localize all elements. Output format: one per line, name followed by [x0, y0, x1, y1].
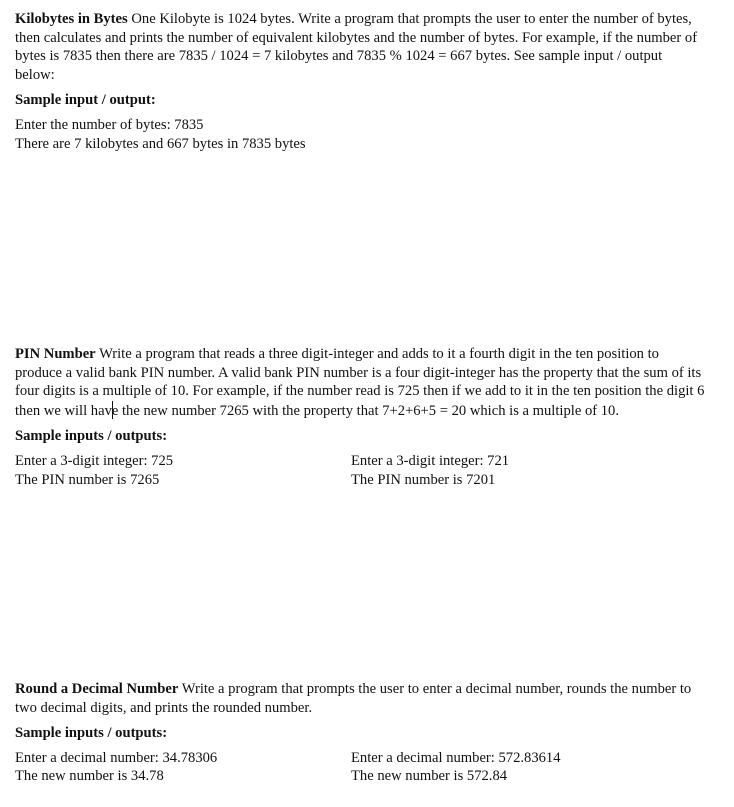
sample-io-block — [15, 116, 515, 153]
sample-output-line: The PIN number is 7201 — [351, 471, 496, 488]
sample-heading: Sample inputs / outputs: — [15, 428, 168, 445]
sample-output-line: There are 7 kilobytes and 667 bytes in 7835 bytes — [15, 135, 306, 152]
sample-io-block — [351, 749, 687, 786]
problem-paragraph — [15, 345, 705, 420]
sample-io-block — [15, 452, 351, 489]
problem-kilobytes — [15, 10, 705, 153]
sample-heading: Sample input / output: — [15, 92, 156, 109]
sample-heading: Sample inputs / outputs: — [15, 725, 168, 742]
problem-description: Write a program that prompts the user to enter a decimal number, rounds the number to two decimal digits, and prints the rounded number. — [15, 681, 692, 716]
sample-io-row — [15, 116, 705, 153]
sample-input-line: Enter a decimal number: 572.83614 — [351, 749, 561, 766]
problem-title: Round a Decimal Number — [15, 681, 179, 697]
sample-output-line: The PIN number is 7265 — [15, 471, 160, 488]
sample-output-line: The new number is 572.84 — [351, 768, 508, 785]
problem-description: One Kilobyte is 1024 bytes. Write a program that prompts the user to enter the number of bytes, then calculates and prints the number of equivalent kilobytes and the number of bytes. For example, if the number of bytes is 7835 then there are 7835 / 1024 = 7 kilobytes and 7835 % 1024 = 667 bytes. See sample input / output below: — [15, 11, 698, 83]
sample-input-line: Enter a 3-digit integer: 721 — [351, 452, 510, 469]
sample-input-line: Enter the number of bytes: 7835 — [15, 116, 204, 133]
sample-io-block — [15, 749, 351, 786]
problem-description-continued: e the new number 7265 with the property that 7+2+6+5 = 20 which is a multiple of 10. — [111, 402, 620, 419]
problem-round-decimal — [15, 680, 705, 786]
sample-io-block — [351, 452, 687, 489]
problem-pin-number — [15, 345, 705, 489]
sample-input-line: Enter a decimal number: 34.78306 — [15, 749, 218, 766]
problem-description: Write a program that reads a three digit-integer and adds to it a fourth digit in the ten position to produce a valid bank PIN number. A valid bank PIN number is a four digit-integer has the property that the sum of its four digits is a multiple of 10. For example, if the number read is 725 then if we add to it in the ten position the digit 6 then we will hav — [15, 346, 705, 419]
sample-output-line: The new number is 34.78 — [15, 768, 164, 785]
problem-paragraph — [15, 680, 705, 717]
problem-title: PIN Number — [15, 346, 96, 362]
problem-title: Kilobytes in Bytes — [15, 11, 128, 27]
sample-io-row — [15, 749, 705, 786]
problem-paragraph — [15, 10, 705, 84]
sample-io-row — [15, 452, 705, 489]
sample-input-line: Enter a 3-digit integer: 725 — [15, 452, 174, 469]
